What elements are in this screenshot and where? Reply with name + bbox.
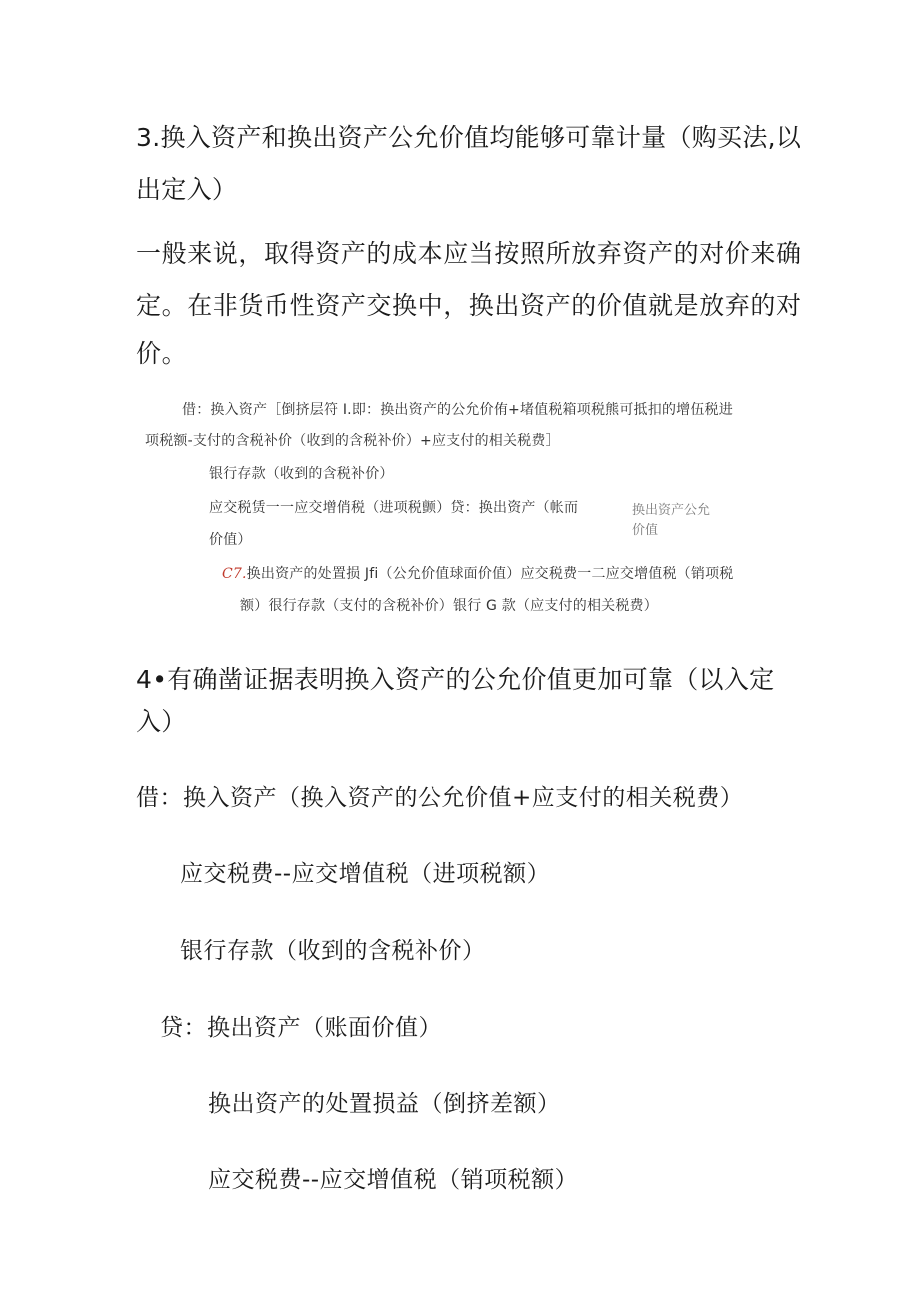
section3-paragraph-line1: 一般来说，取得资产的成本应当按照所放弃资产的对价来确 [136, 239, 802, 268]
entry4-credit-line: 贷：换出资产（账面价值） [160, 1015, 442, 1041]
entry4-vat-input-line: 应交税费--应交增值税（进项税额） [180, 861, 551, 887]
entry3-side-note: 换出资产公允价值 [632, 503, 711, 538]
section4-heading-line2: 入） [136, 707, 187, 736]
section3-paragraph-line3: 价。 [136, 339, 188, 368]
entry3-margin-mark: C7. [222, 566, 247, 582]
entry3-bank-paid-line: 额）很行存款（支付的含税补价）银行 G 款（应支付的相关税费） [240, 598, 658, 614]
entry4-vat-output-line: 应交税费--应交增值税（销项税额） [208, 1167, 579, 1193]
entry3-vat-credit-line: 应交税赁一一应交增俏税（进项税颤）贷：换出资产（帐而 [209, 500, 579, 516]
entry3-disposal-line [222, 563, 733, 583]
entry4-disposal-line: 换出资产的处置损益（倒挤差额） [208, 1091, 561, 1117]
entry3-value-line: 价值） [209, 532, 252, 548]
entry4-bank-received-line: 银行存款（收到的含税补价） [180, 938, 486, 964]
section3-paragraph-line2: 定。在非货币性资产交换中，换出资产的价值就是放弃的对 [136, 291, 802, 320]
section3-heading-line1: 3.换入资产和换出资产公允价值均能够可靠计量（购买法,以 [136, 123, 802, 152]
section3-heading-line2: 出定入） [136, 175, 238, 204]
entry3-disposal-text: 换出资产的处置损 Jfi（公允价值球面价值）应交税费一二应交增值税（销项税 [246, 566, 734, 582]
entry3-debit-continuation: 项税额-支付的含税补价（收到的含税补价）+应支付的相关税费］ [145, 433, 560, 449]
entry4-debit-line: 借：换入资产（换入资产的公允价值+应支付的相关税费） [136, 785, 744, 811]
entry3-debit-line: 借：换入资产［倒挤层符 I.即：换出资产的公允价侑+堵值税箱项税熊可抵扣的增伍税进 [182, 402, 733, 418]
entry3-bank-line: 银行存款（收到的含税补价） [209, 466, 394, 482]
section4-heading-line1: 4•有确凿证据表明换入资产的公允价值更加可靠（以入定 [136, 665, 775, 694]
